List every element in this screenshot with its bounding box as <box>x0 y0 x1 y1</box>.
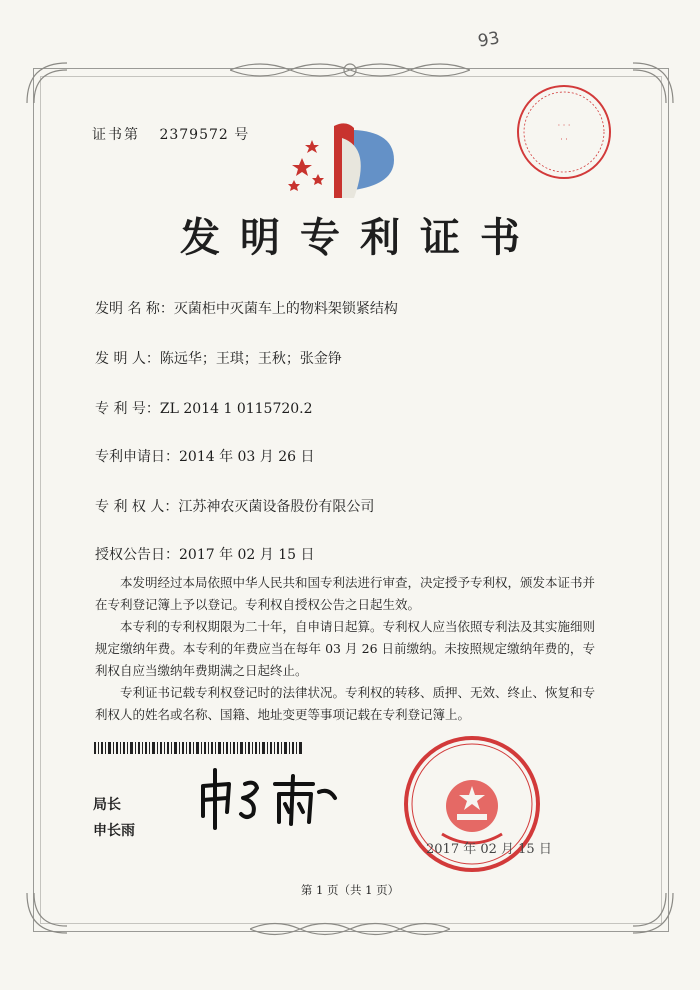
patent-office-logo <box>282 118 422 200</box>
field-value: 灭菌柜中灭菌车上的物料架锁紧结构 <box>173 301 398 317</box>
svg-text:· · ·: · · · <box>557 121 571 130</box>
page-title: 发明专利证书 <box>180 215 540 261</box>
page-footer: 第 1 页（共 1 页） <box>300 883 400 897</box>
body-paragraph: 专利证书记载专利权登记时的法律状况。专利权的转移、质押、无效、终止、恢复和专利权人的姓名或名称、国籍、地址变更等事项记载在专利登记簿上。 <box>95 685 596 722</box>
field-label: 发 明 人： <box>95 351 160 367</box>
svg-text:· ·: · · <box>560 135 568 144</box>
field-patentee <box>95 496 374 516</box>
field-label: 授权公告日： <box>95 547 179 563</box>
body-paragraph: 本发明经过本局依照中华人民共和国专利法进行审查，决定授予专利权，颁发本证书并在专利登记簿上予以登记。专利权自授权公告之日起生效。 <box>95 575 596 612</box>
corner-ornament-tr <box>628 58 678 108</box>
handwritten-note: 93 <box>476 28 502 52</box>
field-application-date <box>95 446 315 466</box>
corner-ornament-tl <box>22 58 72 108</box>
field-inventors <box>95 348 342 368</box>
agency-seal-small <box>514 82 614 182</box>
certificate-number-label: 证书第 <box>92 127 140 143</box>
field-label: 专 利 号： <box>95 401 160 417</box>
director-signature <box>195 762 355 832</box>
field-value: 2014 年 03 月 26 日 <box>179 449 315 465</box>
barcode <box>94 742 304 754</box>
field-value: 江苏神农灭菌设备股份有限公司 <box>178 499 375 515</box>
certificate-number <box>92 124 249 144</box>
certificate-body <box>95 572 595 726</box>
field-value: ZL 2014 1 0115720.2 <box>159 401 313 417</box>
certificate-number-value: 2379572 <box>159 127 229 143</box>
director-title: 局长 <box>93 797 121 813</box>
field-patent-number <box>95 398 313 418</box>
field-label: 专利申请日： <box>95 449 179 465</box>
field-announcement-date <box>95 544 315 564</box>
field-label: 专 利 权 人： <box>95 499 179 515</box>
field-label: 发明 名 称： <box>95 301 174 317</box>
field-invention-name <box>95 298 398 318</box>
director-name: 申长雨 <box>93 823 135 839</box>
seal-date: 2017 年 02 月 15 日 <box>426 842 552 857</box>
certificate-number-suffix: 号 <box>234 127 250 143</box>
body-paragraph: 本专利的专利权期限为二十年，自申请日起算。专利权人应当依照专利法及其实施细则规定缴纳年费。本专利的年费应当在每年 03 月 26 日前缴纳。未按照规定缴纳年费的，专利权自应当缴纳年费期满之日起终止。 <box>95 619 596 678</box>
field-value: 陈远华；王琪；王秋；张金铮 <box>159 351 342 367</box>
field-value: 2017 年 02 月 15 日 <box>179 547 315 563</box>
bottom-ornament <box>250 918 450 940</box>
top-ornament <box>230 58 470 82</box>
